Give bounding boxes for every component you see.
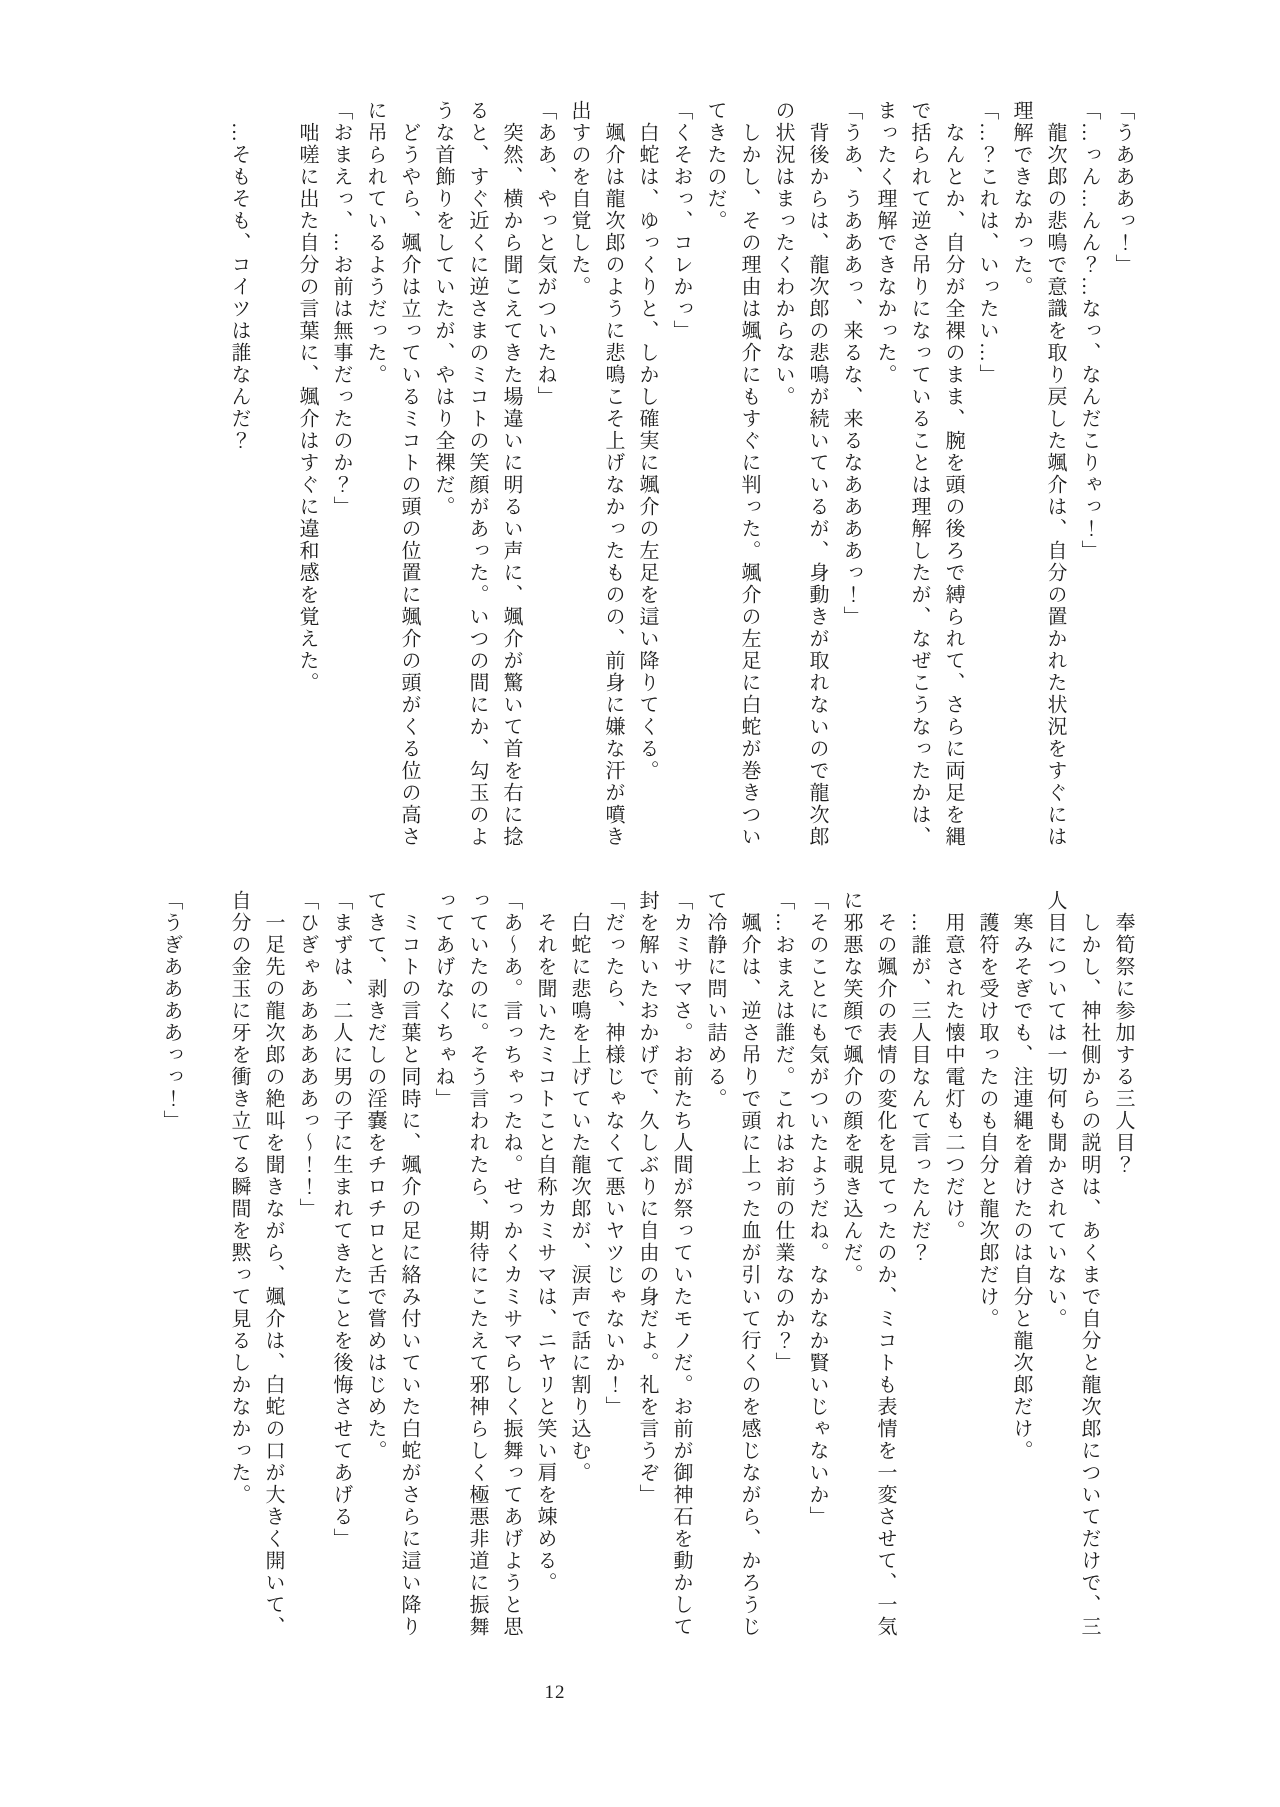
text-line: 護符を受け取ったのも自分と龍次郎だけ。: [976, 890, 998, 1330]
text-line: に邪悪な笑顔で颯介の顔を覗き込んだ。: [840, 890, 862, 1286]
text-line: その颯介の表情の変化を見てったのか、ミコトも表情を一変させて、一気: [874, 890, 896, 1638]
text-line: 「うあ、うあああっ、来るな、来るなああああっ！」: [840, 100, 862, 628]
text-line: っていたのに。そう言われたら、期待にこたえて邪神らしく極悪非道に振舞: [466, 890, 488, 1638]
text-line: まったく理解できなかった。: [874, 100, 896, 386]
page-number: 12: [544, 1682, 566, 1703]
text-line: 封を解いたおかげで、久しぶりに自由の身だよ。礼を言うぞ」: [636, 890, 658, 1506]
text-line: 「くそおっ、コレかっ」: [670, 100, 692, 342]
text-line: で括られて逆さ吊りになっていることは理解したが、なぜこうなったかは、: [908, 100, 930, 848]
text-line: 颯介は龍次郎のように悲鳴こそ上げなかったものの、前身に嫌な汗が噴き: [602, 100, 624, 848]
text-line: 人目については一切何も聞かされていない。: [1044, 890, 1066, 1330]
text-line: 「カミサマさ。お前たち人間が祭っていたモノだ。お前が御神石を動かして: [670, 890, 692, 1638]
text-line: ミコトの言葉と同時に、颯介の足に絡み付いていた白蛇がさらに這い降り: [398, 890, 420, 1638]
text-line: 背後からは、龍次郎の悲鳴が続いているが、身動きが取れないので龍次郎: [806, 100, 828, 848]
text-line: 龍次郎の悲鳴で意識を取り戻した颯介は、自分の置かれた状況をすぐには: [1044, 100, 1066, 848]
text-line: てきたのだ。: [704, 100, 726, 232]
text-line: 「うあああっ！」: [1112, 100, 1134, 276]
text-line: 用意された懐中電灯も二つだけ。: [942, 890, 964, 1242]
text-block-top: [222, 100, 1140, 852]
text-block-bottom: [154, 890, 1140, 1642]
text-line: て冷静に問い詰める。: [704, 890, 726, 1110]
text-line: 白蛇は、ゆっくりと、しかし確実に颯介の左足を這い降りてくる。: [636, 100, 658, 782]
text-line: …誰が、三人目なんて言ったんだ？: [908, 890, 930, 1264]
text-line: …そもそも、コイツは誰なんだ？: [228, 100, 250, 452]
text-line: 「そのことにも気がついたようだね。なかなか賢いじゃないか」: [806, 890, 828, 1528]
text-line: [256, 100, 290, 852]
text-line: 「あ〜あ。言っちゃったね。せっかくカミサマらしく振舞ってあげようと思: [500, 890, 522, 1638]
text-line: 「うぎああああっっ！」: [160, 890, 182, 1132]
text-line: に吊られているようだった。: [364, 100, 386, 386]
text-line: 一足先の龍次郎の絶叫を聞きながら、颯介は、白蛇の口が大きく開いて、: [262, 890, 284, 1638]
text-line: 寒みそぎでも、注連縄を着けたのは自分と龍次郎だけ。: [1010, 890, 1032, 1462]
text-line: てきて、剥きだしの淫嚢をチロチロと舌で嘗めはじめた。: [364, 890, 386, 1462]
text-line: ってあげなくちゃね」: [432, 890, 454, 1110]
text-line: 自分の金玉に牙を衝き立てる瞬間を黙って見るしかなかった。: [228, 890, 250, 1506]
text-line: 白蛇に悲鳴を上げていた龍次郎が、涙声で話に割り込む。: [568, 890, 590, 1484]
text-line: ると、すぐ近くに逆さまのミコトの笑顔があった。いつの間にか、勾玉のよ: [466, 100, 488, 848]
text-line: 突然、横から聞こえてきた場違いに明るい声に、颯介が驚いて首を右に捻: [500, 100, 522, 848]
text-line: 理解できなかった。: [1010, 100, 1032, 298]
text-line: 「…っん…んん？…なっ、なんだこりゃっ！」: [1078, 100, 1100, 562]
text-line: 「おまえっ、…お前は無事だったのか？」: [330, 100, 352, 518]
text-line: の状況はまったくわからない。: [772, 100, 794, 408]
text-line: しかし、その理由は颯介にもすぐに判った。颯介の左足に白蛇が巻きつい: [738, 100, 760, 848]
text-line: [188, 890, 222, 1642]
text-line: 出すのを自覚した。: [568, 100, 590, 298]
text-line: 「ひぎゃああああああっ〜！！」: [296, 890, 318, 1220]
text-line: 「だったら、神様じゃなくて悪いヤツじゃないか！」: [602, 890, 624, 1418]
text-line: 「ああ、やっと気がついたね」: [534, 100, 556, 408]
text-line: 颯介は、逆さ吊りで頭に上った血が引いて行くのを感じながら、かろうじ: [738, 890, 760, 1638]
text-line: 咄嗟に出た自分の言葉に、颯介はすぐに違和感を覚えた。: [296, 100, 318, 694]
text-line: どうやら、颯介は立っているミコトの頭の位置に颯介の頭がくる位の高さ: [398, 100, 420, 848]
text-line: それを聞いたミコトこと自称カミサマは、ニヤリと笑い肩を竦める。: [534, 890, 556, 1594]
text-line: うな首飾りをしていたが、やはり全裸だ。: [432, 100, 454, 518]
text-line: なんとか、自分が全裸のまま、腕を頭の後ろで縛られて、さらに両足を縄: [942, 100, 964, 848]
text-line: 「まずは、二人に男の子に生まれてきたことを後悔させてあげる」: [330, 890, 352, 1550]
text-line: 「…？これは、いったい…」: [976, 100, 998, 386]
text-line: 奉筍祭に参加する三人目？: [1112, 890, 1134, 1176]
text-line: 「…おまえは誰だ。これはお前の仕業なのか？」: [772, 890, 794, 1374]
text-line: しかし、神社側からの説明は、あくまで自分と龍次郎についてだけで、三: [1078, 890, 1100, 1638]
